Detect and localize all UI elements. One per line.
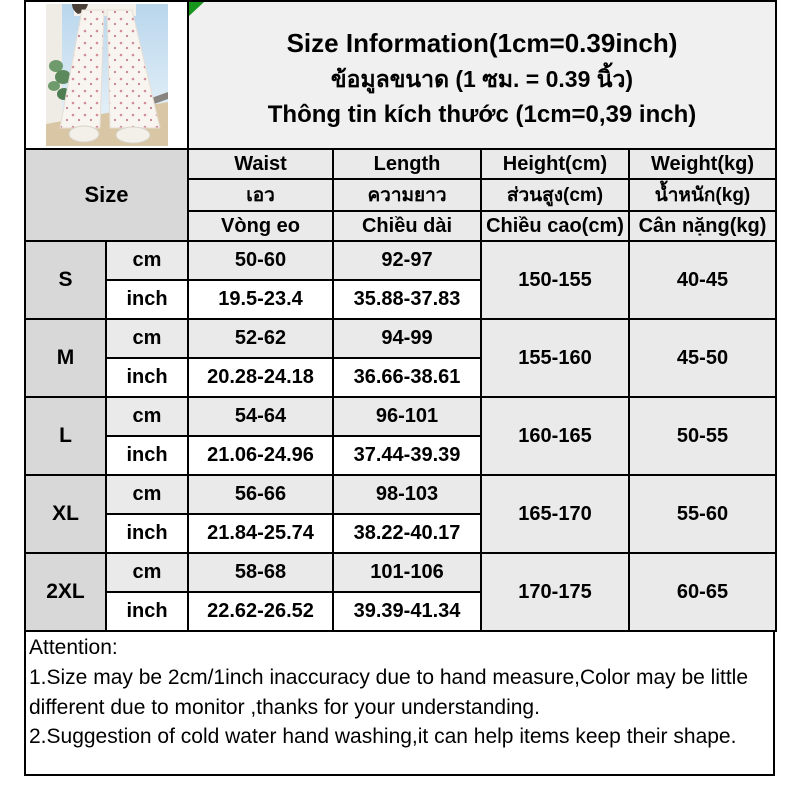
waist-cm-2xl: 58-68	[188, 553, 333, 592]
col-header-height-vi: Chiều cao(cm)	[481, 211, 629, 241]
col-header-waist-th: เอว	[188, 179, 333, 211]
unit-label-inch: inch	[106, 280, 188, 319]
height-m: 155-160	[481, 319, 629, 397]
waist-cm-s: 50-60	[188, 241, 333, 280]
size-chart-frame	[24, 0, 775, 776]
col-header-height-en: Height(cm)	[481, 149, 629, 179]
size-header-cell: Size	[25, 149, 188, 241]
col-header-length-en: Length	[333, 149, 481, 179]
length-cm-2xl: 101-106	[333, 553, 481, 592]
title-cell	[188, 1, 776, 149]
unit-label-inch: inch	[106, 514, 188, 553]
title-vietnamese: Thông tin kích thước (1cm=0,39 inch)	[267, 101, 697, 128]
size-table	[24, 0, 777, 632]
col-header-length-th: ความยาว	[333, 179, 481, 211]
size-label-2xl: 2XL	[25, 553, 106, 631]
length-cm-s: 92-97	[333, 241, 481, 280]
waist-inch-2xl: 22.62-26.52	[188, 592, 333, 631]
unit-label-cm: cm	[106, 553, 188, 592]
waist-cm-l: 54-64	[188, 397, 333, 436]
length-inch-xl: 38.22-40.17	[333, 514, 481, 553]
waist-inch-l: 21.06-24.96	[188, 436, 333, 475]
header-row-english	[25, 149, 776, 179]
height-xl: 165-170	[481, 475, 629, 553]
length-cm-xl: 98-103	[333, 475, 481, 514]
length-cm-l: 96-101	[333, 397, 481, 436]
weight-s: 40-45	[629, 241, 776, 319]
col-header-weight-en: Weight(kg)	[629, 149, 776, 179]
product-photo	[26, 2, 187, 148]
waist-inch-m: 20.28-24.18	[188, 358, 333, 397]
size-label-l: L	[25, 397, 106, 475]
weight-xl: 55-60	[629, 475, 776, 553]
table-row-l-cm	[25, 397, 776, 436]
weight-2xl: 60-65	[629, 553, 776, 631]
weight-m: 45-50	[629, 319, 776, 397]
weight-l: 50-55	[629, 397, 776, 475]
size-label-m: M	[25, 319, 106, 397]
table-row-s-cm	[25, 241, 776, 280]
col-header-waist-vi: Vòng eo	[188, 211, 333, 241]
col-header-weight-vi: Cân nặng(kg)	[629, 211, 776, 241]
unit-label-cm: cm	[106, 241, 188, 280]
length-inch-s: 35.88-37.83	[333, 280, 481, 319]
banner-row	[25, 1, 776, 149]
corner-accent-icon	[189, 2, 204, 16]
title-english: Size Information(1cm=0.39inch)	[286, 28, 678, 58]
col-header-height-th: ส่วนสูง(cm)	[481, 179, 629, 211]
attention-note-2: 2.Suggestion of cold water hand washing,it can help items keep their shape.	[29, 725, 737, 749]
table-row-m-cm	[25, 319, 776, 358]
table-row-2xl-cm	[25, 553, 776, 592]
length-inch-2xl: 39.39-41.34	[333, 592, 481, 631]
length-cm-m: 94-99	[333, 319, 481, 358]
unit-label-inch: inch	[106, 358, 188, 397]
col-header-weight-th: น้ำหนัก(kg)	[629, 179, 776, 211]
attention-heading: Attention:	[29, 636, 118, 659]
unit-label-cm: cm	[106, 397, 188, 436]
unit-label-cm: cm	[106, 475, 188, 514]
col-header-length-vi: Chiều dài	[333, 211, 481, 241]
unit-label-cm: cm	[106, 319, 188, 358]
col-header-waist-en: Waist	[188, 149, 333, 179]
height-l: 160-165	[481, 397, 629, 475]
waist-inch-xl: 21.84-25.74	[188, 514, 333, 553]
unit-label-inch: inch	[106, 436, 188, 475]
size-label-xl: XL	[25, 475, 106, 553]
height-s: 150-155	[481, 241, 629, 319]
length-inch-m: 36.66-38.61	[333, 358, 481, 397]
length-inch-l: 37.44-39.39	[333, 436, 481, 475]
size-label-s: S	[25, 241, 106, 319]
waist-inch-s: 19.5-23.4	[188, 280, 333, 319]
waist-cm-xl: 56-66	[188, 475, 333, 514]
table-row-xl-cm	[25, 475, 776, 514]
title-thai: ข้อมูลขนาด (1 ซม. = 0.39 นิ้ว)	[330, 66, 634, 92]
product-photo-cell	[25, 1, 188, 149]
attention-note	[24, 630, 775, 776]
product-photo-illustration	[46, 4, 168, 146]
attention-note-1: 1.Size may be 2cm/1inch inaccuracy due to hand measure,Color may be little different due to monitor ,thanks for your understanding.	[29, 665, 749, 719]
unit-label-inch: inch	[106, 592, 188, 631]
waist-cm-m: 52-62	[188, 319, 333, 358]
height-2xl: 170-175	[481, 553, 629, 631]
